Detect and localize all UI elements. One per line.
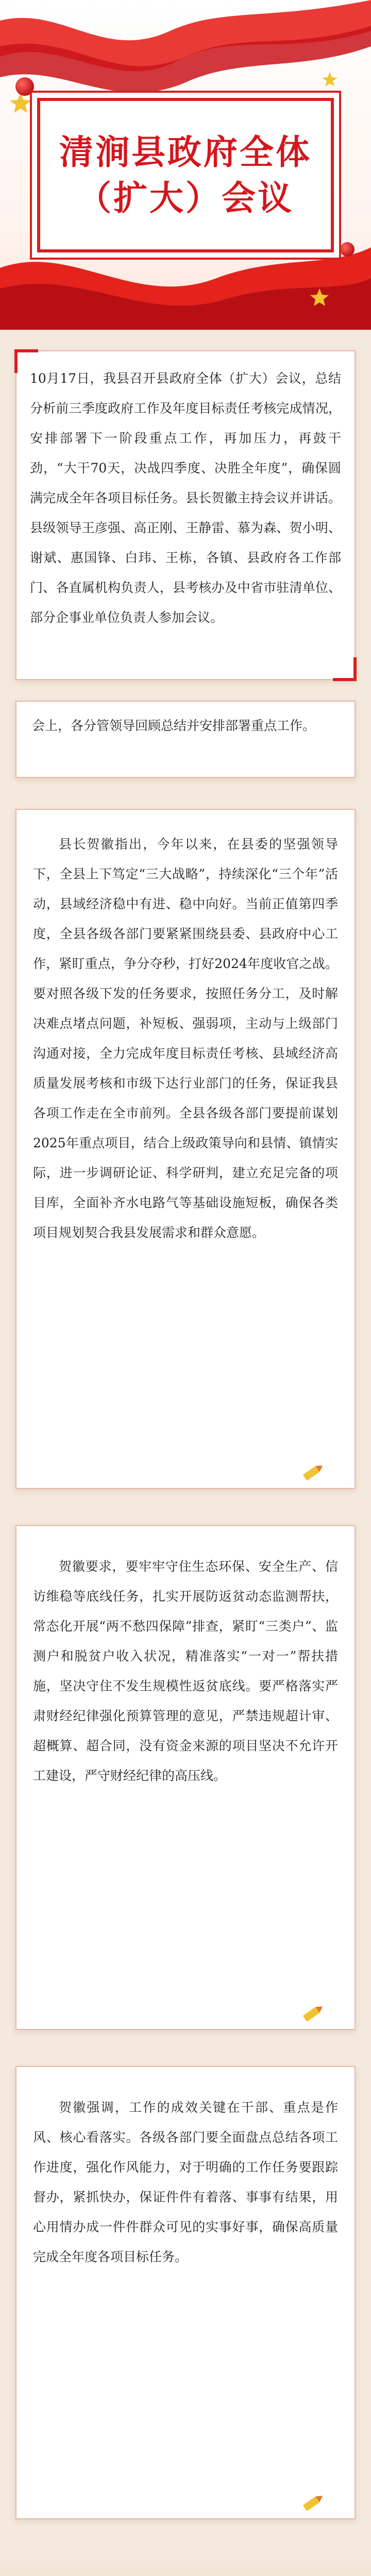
pencil-icon	[303, 2494, 324, 2511]
content-card-remarks	[15, 809, 356, 1489]
paragraph-emphasis: 贺徽强调，工作的成效关键在干部、重点是作风、核心看落实。各级各部门要全面盘点总结各项工作进度，强化作风能力，对于明确的工作任务要跟踪督办，紧抓快办，保证件件有着落、事事有结果，用心用情办成一件件群众可见的实事好事，确保高质量完成全年度各项目标任务。	[33, 2100, 338, 2264]
pencil-icon	[303, 1463, 324, 1481]
content-card-requirements	[15, 1525, 356, 2030]
content-card-emphasis	[15, 2066, 356, 2519]
content-card-intro	[15, 350, 356, 680]
footer-banner	[0, 2555, 371, 2576]
content-card-meeting	[15, 701, 356, 778]
pencil-icon	[303, 2004, 324, 2022]
corner-decoration	[14, 349, 38, 373]
paragraph-intro: 10月17日，我县召开县政府全体（扩大）会议，总结分析前三季度政府工作及年度目标责任考核完成情况，安排部署下一阶段重点工作，再加压力，再鼓干劲，“大干70天，决战四季度、决胜全年度”，确保圆满完成全年各项目标任务。县长贺徽主持会议并讲话。县级领导王彦强、高正刚、王静雷、慕为森、贺小明、谢斌、惠国锋、白玮、王栋，各镇、县政府各工作部门、各直属机构负责人，县考核办及中省市驻清单位、部分企事业单位负责人参加会议。	[30, 371, 341, 625]
footer-ribbon-decoration	[0, 2555, 371, 2576]
title-frame	[37, 98, 334, 252]
corner-decoration	[333, 657, 357, 681]
page-title-line2: （扩大）会议	[77, 178, 294, 218]
page-title-line1: 清涧县政府全体	[59, 131, 312, 172]
paragraph-remarks: 县长贺徽指出，今年以来，在县委的坚强领导下，全县上下笃定“三大战略”，持续深化“三个年”活动，县域经济稳中有进、稳中向好。当前正值第四季度，全县各级各部门要紧紧围绕县委、县政府中心工作，紧盯重点，争分夺秒，打好2024年度收官之战。要对照各级下发的任务要求，按照任务分工，及时解决难点堵点问题，补短板、强弱项，主动与上级部门沟通对接，全力完成年度目标责任考核、县域经济高质量发展考核和市级下达行业部门的任务，保证我县各项工作走在全市前列。全县各级各部门要提前谋划2025年重点项目，结合上级政策导向和县情、镇情实际，进一步调研论证、科学研判，建立充足完备的项目库，全面补齐水电路气等基础设施短板，确保各类项目规划契合我县发展需求和群众意愿。	[33, 837, 338, 1240]
hero-banner	[0, 0, 371, 330]
paragraph-meeting: 会上，各分管领导回顾总结并安排部署重点工作。	[32, 718, 316, 733]
decorative-ball-left	[15, 77, 34, 96]
decorative-ball-right	[340, 242, 355, 257]
paragraph-requirements: 贺徽要求，要牢牢守住生态环保、安全生产、信访维稳等底线任务，扎实开展防返贫动态监测帮扶，常态化开展“两不愁四保障”排查，紧盯“三类户”、监测户和脱贫户收入状况，精准落实“一对一”帮扶措施，坚决守住不发生规模性返贫底线。要严格落实严肃财经纪律强化预算管理的意见，严禁违规超计审、超概算、超合同，没有资金来源的项目坚决不允许开工建设，严守财经纪律的高压线。	[33, 1559, 338, 1783]
